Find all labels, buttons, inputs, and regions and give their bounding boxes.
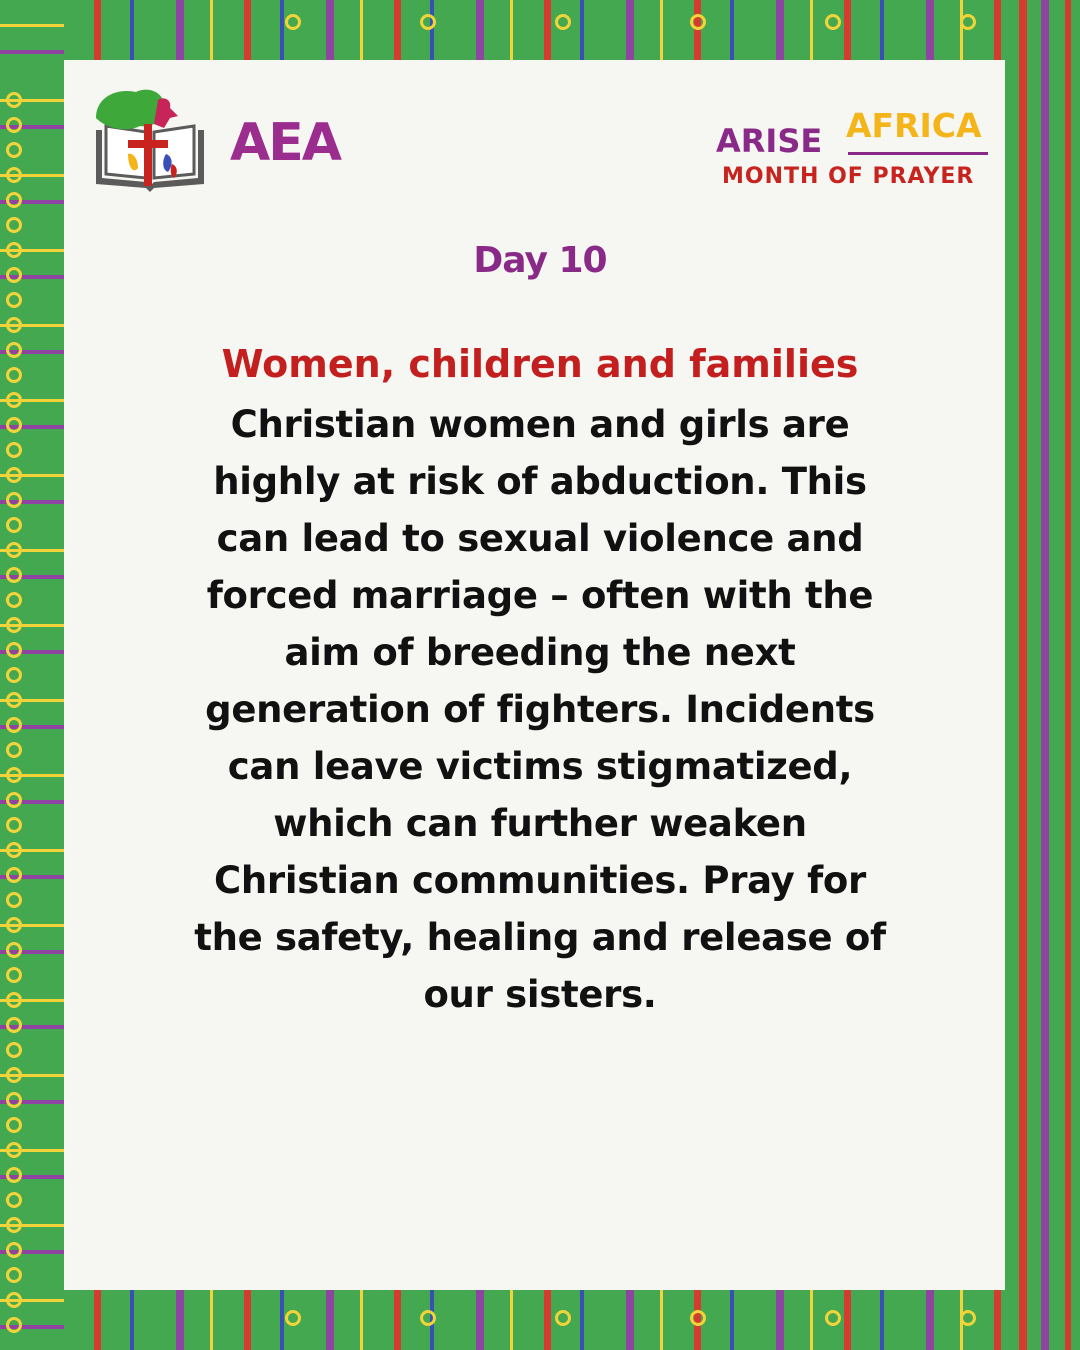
spiral-ornament-icon [6,517,22,533]
spiral-ornament-icon [6,617,22,633]
spiral-ornament-icon [6,967,22,983]
spiral-ornament-icon [960,14,976,30]
spiral-ornament-icon [6,1267,22,1283]
spiral-ornament-icon [6,467,22,483]
spiral-ornament-icon [6,567,22,583]
spiral-ornament-icon [420,1310,436,1326]
spiral-ornament-icon [555,14,571,30]
spiral-ornament-icon [6,1242,22,1258]
spiral-ornament-icon [6,842,22,858]
spiral-ornament-icon [6,217,22,233]
spiral-ornament-icon [6,292,22,308]
arise-word: ARISE [716,122,823,160]
topic-heading: Women, children and families [221,342,859,386]
spiral-ornament-icon [6,1017,22,1033]
spiral-ornament-icon [6,917,22,933]
spiral-ornament-icon [6,642,22,658]
spiral-ornament-icon [6,117,22,133]
spiral-ornament-icon [6,867,22,883]
africa-word: AFRICA [846,106,982,145]
spiral-ornament-icon [285,1310,301,1326]
spiral-ornament-icon [6,892,22,908]
patterned-border-right [1005,0,1080,1350]
spiral-ornament-icon [6,1117,22,1133]
spiral-ornament-icon [960,1310,976,1326]
spiral-ornament-icon [6,1092,22,1108]
spiral-ornament-icon [6,142,22,158]
spiral-ornament-icon [6,942,22,958]
spiral-ornament-icon [6,542,22,558]
spiral-ornament-icon [6,1217,22,1233]
spiral-ornament-icon [6,392,22,408]
spiral-ornament-icon [6,192,22,208]
prayer-body-text: Christian women and girls are highly at risk of abduction. This can lead to sexual violence and forced marriage – often with the aim of breeding the next generation of fighters. Incidents can leave victims stigmatized, which can further weaken Christian communities. Pray for the safety, healing and release of our sisters. [194,403,886,1016]
spiral-ornament-icon [6,717,22,733]
spiral-ornament-icon [6,1142,22,1158]
spiral-ornament-icon [6,317,22,333]
spiral-ornament-icon [690,1310,706,1326]
spiral-ornament-icon [6,667,22,683]
spiral-ornament-icon [825,1310,841,1326]
day-label: Day 10 [473,240,607,281]
badge-underline [848,152,988,155]
spiral-ornament-icon [6,692,22,708]
spiral-ornament-icon [6,167,22,183]
spiral-ornament-icon [285,14,301,30]
spiral-ornament-icon [6,492,22,508]
spiral-ornament-icon [6,1317,22,1333]
spiral-ornament-icon [6,792,22,808]
spiral-ornament-icon [690,14,706,30]
spiral-ornament-icon [555,1310,571,1326]
spiral-ornament-icon [6,1067,22,1083]
spiral-ornament-icon [6,817,22,833]
spiral-ornament-icon [6,442,22,458]
spiral-ornament-icon [6,767,22,783]
spiral-ornament-icon [420,14,436,30]
spiral-ornament-icon [6,1192,22,1208]
spiral-ornament-icon [6,1042,22,1058]
spiral-ornament-icon [825,14,841,30]
spiral-ornament-icon [6,1292,22,1308]
spiral-ornament-icon [6,1167,22,1183]
spiral-ornament-icon [6,742,22,758]
month-of-prayer-label: MONTH OF PRAYER [722,164,975,189]
spiral-ornament-icon [6,592,22,608]
spiral-ornament-icon [6,992,22,1008]
arise-africa-badge [712,106,1002,196]
spiral-ornament-icon [6,92,22,108]
spiral-ornament-icon [6,417,22,433]
aea-logo-text: AEA [230,113,341,173]
